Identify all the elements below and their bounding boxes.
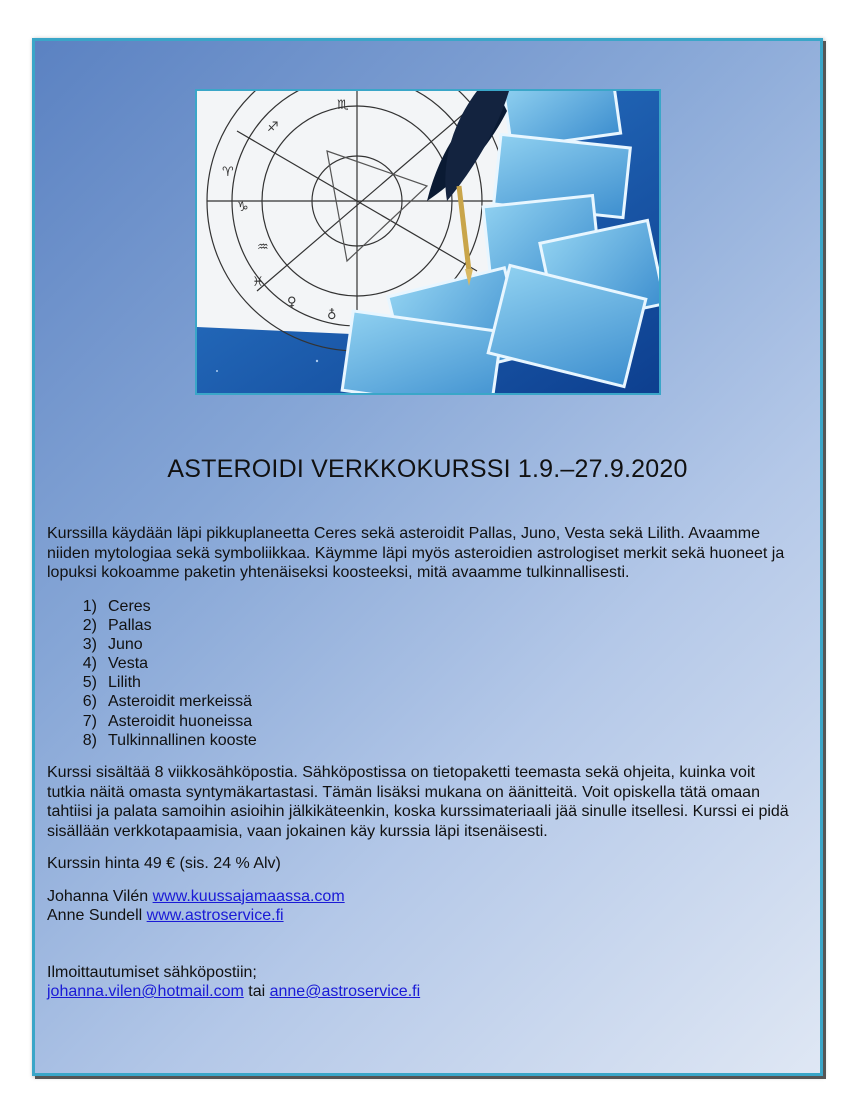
list-item-number: 5) [82,674,97,692]
list-item-number: 2) [82,616,97,634]
list-item-label: Asteroidit huoneissa [108,712,253,730]
contact-line [47,906,797,926]
website-link-astroservice[interactable]: www.astroservice.fi [146,907,284,924]
page-title: ASTEROIDI VERKKOKURSSI 1.9.–27.9.2020 [167,455,688,483]
description-paragraph: Kurssi sisältää 8 viikkosähköpostia. Sähköpostissa on tietopaketti teemasta sekä ohjeita, kuinka voit tutkia näitä omasta syntymäkartastasi. Tämän lisäksi mukana on äänitteitä. Voit opiskella tätä omaan tahtiisi ja palata samoihin asioihin jälkikäteenkin, koska kurssimateriaali jää sinulle itsellesi. Kurssi ei pidä sisällään verkkotapaamisia, vaan jokainen käy kurssia läpi itsenäisesti. [47,764,789,840]
website-link-kuussajamaassa[interactable]: www.kuussajamaassa.com [152,887,345,905]
contact-name: Anne Sundell [47,907,143,924]
list-item [47,712,797,731]
list-item [47,731,797,750]
list-item [47,692,797,711]
svg-text:♏: ♏ [337,98,349,113]
registration-emails [47,982,797,1002]
svg-text:♀: ♀ [287,295,297,310]
email-link-johanna[interactable]: johanna.vilen@hotmail.com [47,983,244,1000]
email-link-anne[interactable]: anne@astroservice.fi [269,983,421,1000]
flyer-content [47,524,797,1002]
list-item-label: Vesta [108,655,149,673]
list-item [47,673,797,692]
list-item-number: 3) [82,635,97,653]
list-item-number: 7) [82,712,97,730]
svg-text:♒: ♒ [257,240,269,255]
price-text: Kurssin hinta 49 € (sis. 24 % Alv) [47,855,281,872]
flyer-frame [32,38,823,1076]
list-item-label: Tulkinnallinen kooste [108,731,257,749]
list-item-label: Asteroidit merkeissä [108,693,253,711]
list-item-number: 8) [82,731,97,749]
list-item-label: Juno [108,635,143,653]
list-item-number: 6) [82,693,97,711]
svg-text:♁: ♁ [327,308,337,323]
list-item [47,616,797,635]
list-item [47,654,797,673]
list-item-label: Lilith [108,674,141,692]
svg-text:♐: ♐ [267,120,279,135]
list-item [47,597,797,616]
list-item [47,635,797,654]
astrology-hero-image [195,89,661,395]
list-item-label: Ceres [108,597,151,615]
svg-text:♑: ♑ [237,200,249,215]
list-item-number: 4) [82,655,97,673]
topic-list [47,597,797,751]
list-item-number: 1) [82,597,97,615]
contact-line [47,887,797,907]
list-item-label: Pallas [108,616,152,634]
registration-label: Ilmoittautumiset sähköpostiin; [47,963,257,981]
email-separator: tai [248,983,266,1000]
svg-text:♓: ♓ [252,275,264,290]
svg-text:♈: ♈ [222,165,234,180]
contact-name: Johanna Vilén [47,887,149,905]
intro-paragraph: Kurssilla käydään läpi pikkuplaneetta Ceres sekä asteroidit Pallas, Juno, Vesta sekä Lilith. Avaamme niiden mytologiaa sekä symboliikkaa. Käymme läpi myös asteroidien astrologiset merkit sekä huoneet ja lopuksi kokoamme paketin yhtenäiseksi koosteeksi, mitä avaamme tulkinnallisesti. [47,525,785,581]
